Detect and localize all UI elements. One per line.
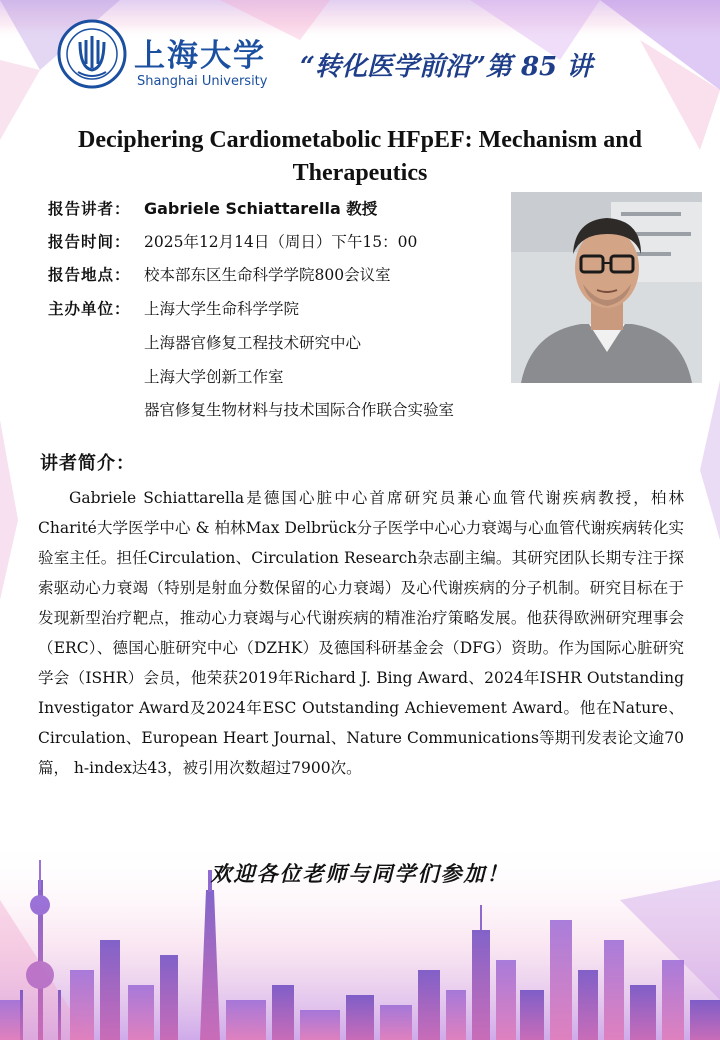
host-item: 上海器官修复工程技术研究中心	[144, 334, 362, 352]
university-name-en: Shanghai University	[137, 74, 268, 89]
time-value: 2025年12月14日（周日）下午15：00	[144, 233, 418, 251]
bio-heading: 讲者简介：	[40, 453, 135, 474]
host-label: 主办单位：	[48, 299, 131, 318]
host-row	[48, 299, 299, 319]
speaker-title: 教授	[340, 199, 378, 218]
place-row	[48, 265, 391, 285]
lecture-series-title: “转化医学前沿”第 85 讲	[300, 52, 593, 82]
place-label: 报告地点：	[48, 265, 131, 284]
speaker-photo	[511, 192, 702, 383]
bio-text: Gabriele Schiattarella是德国心脏中心首席研究员兼心血管代谢疾病教授，柏林Charité大学医学中心 & 柏林Max Delbrück分子医学中心心力衰竭与心血管代谢疾病转化实验室主任。担任Circulation、Circulation Research杂志副主编。其研究团队长期专注于探索驱动心力衰竭（特别是射血分数保留的心力衰竭）及心代谢疾病的分子机制。研究目标在于发现新型治疗靶点，推动心力衰竭与心代谢疾病的精准治疗策略发展。他获得欧洲研究理事会（ERC）、德国心脏研究中心（DZHK）及德国科研基金会（DFG）资助。作为国际心脏研究学会（ISHR）会员，他荣获2019年Richard J. Bing Award、2024年ISHR Outstanding Investigator Award及2024年ESC Outstanding Achievement Award。他在Nature、Circulation、European Heart Journal、Nature Communications等期刊发表论文逾70篇， h-index达43，被引用次数超过7900次。	[38, 489, 684, 777]
time-label: 报告时间：	[48, 232, 131, 251]
speaker-row	[48, 199, 377, 219]
speaker-name: Gabriele Schiattarella	[144, 199, 341, 218]
university-seal-icon	[56, 18, 128, 90]
lecture-title: Deciphering Cardiometabolic HFpEF: Mechanism and Therapeutics	[78, 127, 642, 186]
university-name-cn: 上海大学	[134, 38, 266, 74]
host-item: 器官修复生物材料与技术国际合作联合实验室	[144, 401, 455, 419]
place-value: 校本部东区生命科学学院800会议室	[144, 266, 391, 284]
time-row	[48, 232, 417, 252]
host-item: 上海大学创新工作室	[144, 368, 284, 386]
host-item: 上海大学生命科学学院	[144, 300, 300, 318]
welcome-message: 欢迎各位老师与同学们参加！	[210, 861, 510, 886]
speaker-label: 报告讲者：	[48, 199, 131, 218]
